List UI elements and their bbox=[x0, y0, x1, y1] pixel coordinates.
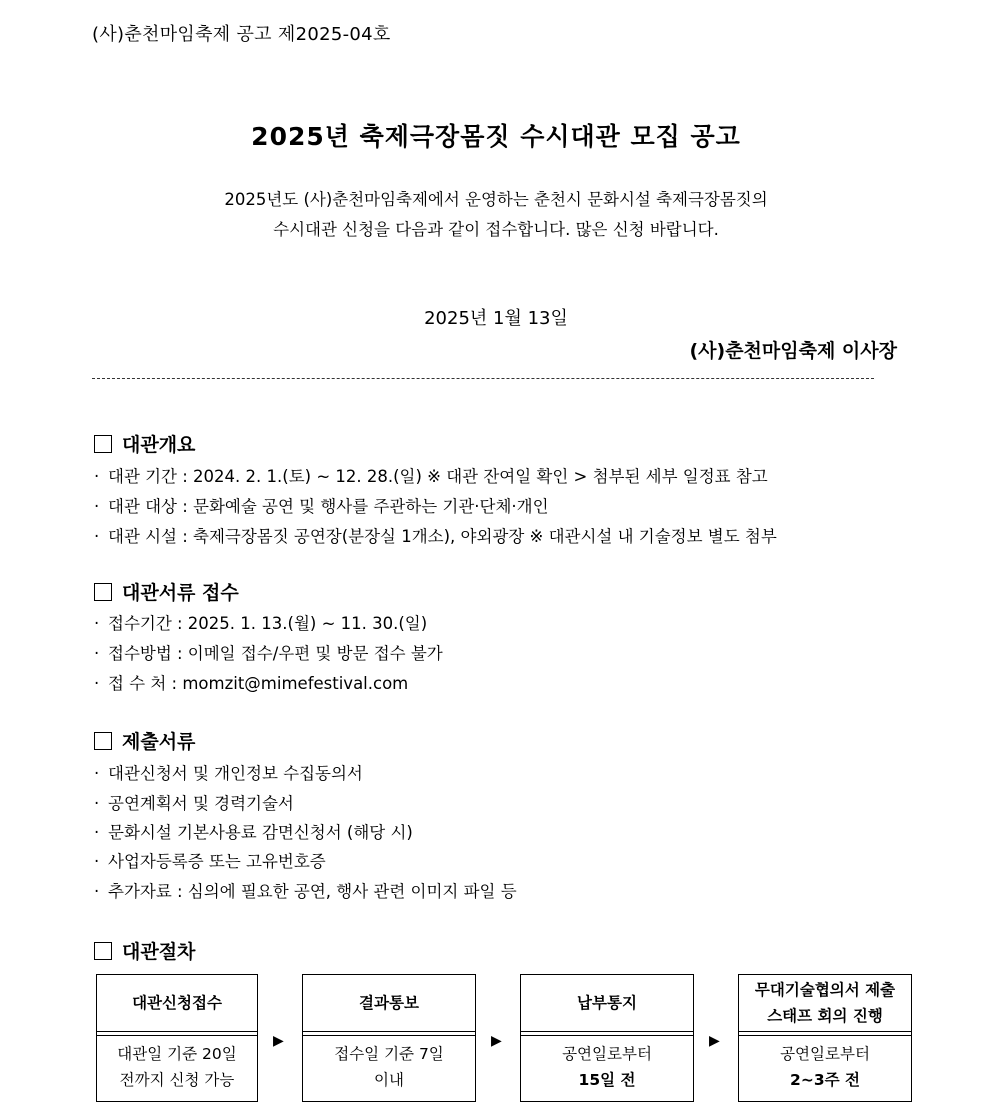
step-title bbox=[739, 975, 911, 1031]
procedure-step-1 bbox=[96, 974, 258, 1102]
list-item-text: 접수방법 : 이메일 접수/우편 및 방문 접수 불가 bbox=[108, 644, 443, 663]
page-title: 2025년 축제극장몸짓 수시대관 모집 공고 bbox=[251, 122, 741, 151]
checkbox-square-icon bbox=[94, 435, 112, 453]
step-detail-line-1: 공연일로부터 bbox=[780, 1045, 870, 1063]
list-item bbox=[94, 848, 326, 872]
step-detail-line-1: 공연일로부터 bbox=[562, 1045, 652, 1063]
list-item-text: 추가자료 : 심의에 필요한 공연, 행사 관련 이미지 파일 등 bbox=[108, 882, 517, 901]
list-item bbox=[94, 463, 768, 487]
list-item-text: 대관 대상 : 문화예술 공연 및 행사를 주관하는 기관·단체·개인 bbox=[108, 497, 549, 516]
list-item-text: 대관 기간 : 2024. 2. 1.(토) ~ 12. 28.(일) ※ 대관 잔여일 확인 > 첨부된 세부 일정표 참고 bbox=[108, 467, 768, 486]
notice-date: 2025년 1월 13일 bbox=[424, 308, 568, 329]
section-heading-label: 제출서류 bbox=[122, 731, 196, 753]
list-item bbox=[94, 640, 443, 664]
bullet-icon: · bbox=[94, 764, 100, 783]
checkbox-square-icon bbox=[94, 942, 112, 960]
bullet-icon: · bbox=[94, 794, 100, 813]
list-item bbox=[94, 878, 517, 902]
step-title: 대관신청접수 bbox=[132, 994, 222, 1012]
section-heading-label: 대관서류 접수 bbox=[122, 582, 239, 604]
step-title-line-1: 무대기술협의서 제출 bbox=[754, 981, 896, 999]
list-item-text: 접수기간 : 2025. 1. 13.(월) ~ 11. 30.(일) bbox=[108, 614, 428, 633]
section-heading-overview bbox=[94, 430, 195, 457]
list-item bbox=[94, 760, 363, 784]
list-item-text: 사업자등록증 또는 고유번호증 bbox=[108, 852, 326, 871]
step-detail-line-1: 접수일 기준 7일 bbox=[334, 1045, 444, 1063]
arrow-right-icon: ▶ bbox=[709, 1033, 720, 1049]
list-item-text: 공연계획서 및 경력기술서 bbox=[108, 794, 294, 813]
intro-line-1: 2025년도 (사)춘천마임축제에서 운영하는 춘천시 문화시설 축제극장몸짓의 bbox=[224, 190, 768, 209]
list-item bbox=[94, 493, 549, 517]
section-heading-label: 대관절차 bbox=[122, 941, 196, 963]
bullet-icon: · bbox=[94, 644, 100, 663]
list-item bbox=[94, 523, 777, 547]
step-title: 결과통보 bbox=[359, 994, 419, 1012]
list-item-text: 문화시설 기본사용료 감면신청서 (해당 시) bbox=[108, 823, 413, 842]
procedure-step-4 bbox=[738, 974, 912, 1102]
step-title: 납부통지 bbox=[577, 994, 637, 1012]
dashed-divider bbox=[92, 378, 874, 379]
bullet-icon: · bbox=[94, 527, 100, 546]
arrow-right-icon: ▶ bbox=[273, 1033, 284, 1049]
step-detail-line-1: 대관일 기준 20일 bbox=[117, 1045, 237, 1063]
section-heading-application bbox=[94, 578, 239, 605]
section-heading-documents bbox=[94, 727, 195, 754]
bullet-icon: · bbox=[94, 852, 100, 871]
list-item-text: 대관 시설 : 축제극장몸짓 공연장(분장실 1개소), 야외광장 ※ 대관시설 내 기술정보 별도 첨부 bbox=[108, 527, 777, 546]
list-item bbox=[94, 670, 408, 694]
list-item bbox=[94, 610, 427, 634]
email-link[interactable]: 접 수 처 : momzit@mimefestival.com bbox=[108, 674, 409, 693]
section-heading-procedure bbox=[94, 937, 195, 964]
intro-line-2: 수시대관 신청을 다음과 같이 접수합니다. 많은 신청 바랍니다. bbox=[273, 220, 719, 239]
notice-number: (사)춘천마임축제 공고 제2025-04호 bbox=[92, 24, 391, 45]
step-detail bbox=[739, 1033, 911, 1101]
step-detail-line-2: 15일 전 bbox=[578, 1071, 636, 1089]
section-heading-label: 대관개요 bbox=[122, 434, 196, 456]
list-item bbox=[94, 790, 294, 814]
list-item bbox=[94, 819, 413, 843]
arrow-right-icon: ▶ bbox=[491, 1033, 502, 1049]
bullet-icon: · bbox=[94, 882, 100, 901]
step-detail bbox=[303, 1033, 475, 1101]
procedure-step-3 bbox=[520, 974, 694, 1102]
step-detail-line-2: 이내 bbox=[374, 1071, 404, 1089]
checkbox-square-icon bbox=[94, 732, 112, 750]
checkbox-square-icon bbox=[94, 583, 112, 601]
bullet-icon: · bbox=[94, 497, 100, 516]
bullet-icon: · bbox=[94, 614, 100, 633]
step-detail-line-2: 2~3주 전 bbox=[790, 1071, 860, 1089]
step-detail-line-2: 전까지 신청 가능 bbox=[119, 1071, 235, 1089]
bullet-icon: · bbox=[94, 467, 100, 486]
list-item-text: 대관신청서 및 개인정보 수집동의서 bbox=[108, 764, 363, 783]
signer: (사)춘천마임축제 이사장 bbox=[689, 340, 897, 362]
step-title-line-2: 스태프 회의 진행 bbox=[767, 1007, 883, 1025]
bullet-icon: · bbox=[94, 823, 100, 842]
bullet-icon: · bbox=[94, 674, 100, 693]
step-detail bbox=[97, 1033, 257, 1101]
step-detail bbox=[521, 1033, 693, 1101]
procedure-step-2 bbox=[302, 974, 476, 1102]
